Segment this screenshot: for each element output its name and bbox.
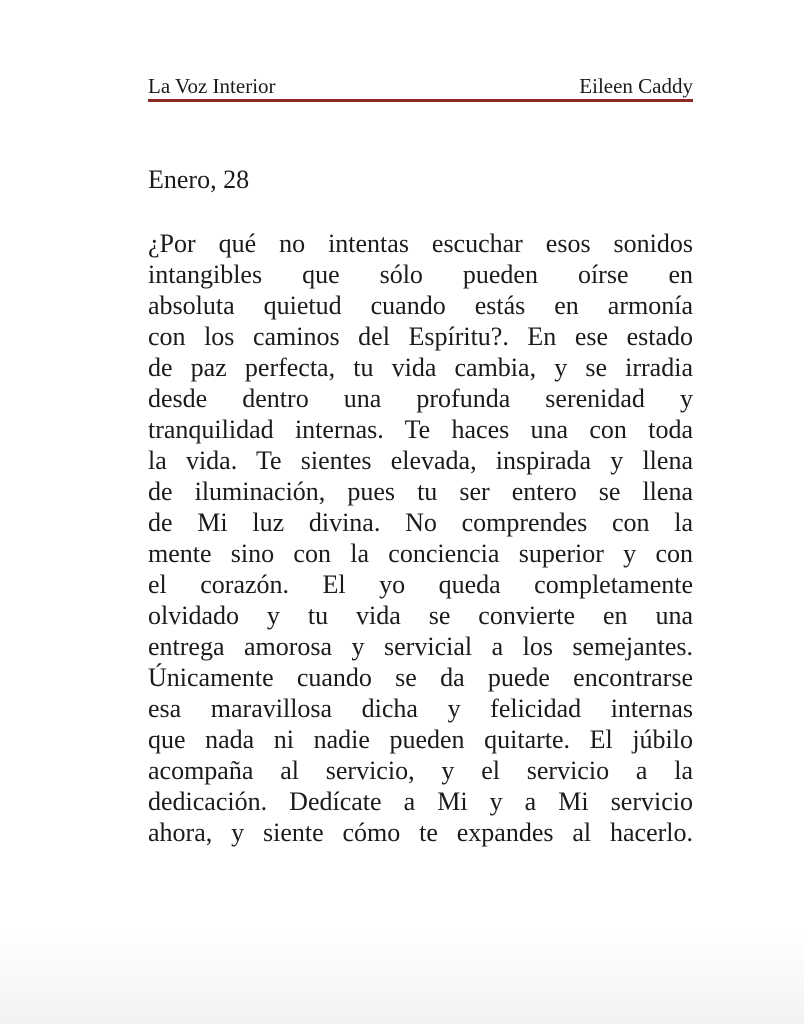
paragraph-line: con los caminos del Espíritu?. En ese estado: [148, 322, 693, 351]
paragraph-line: absoluta quietud cuando estás en armonía: [148, 291, 693, 320]
body-paragraph: [148, 228, 693, 848]
paragraph-line: ahora, y siente cómo te expandes al hacerlo.: [148, 818, 693, 847]
book-title: La Voz Interior: [148, 74, 276, 98]
paragraph-line: olvidado y tu vida se convierte en una: [148, 601, 693, 630]
paragraph-line: desde dentro una profunda serenidad y: [148, 384, 693, 413]
paragraph-line: intangibles que sólo pueden oírse en: [148, 260, 693, 289]
paragraph-line: el corazón. El yo queda completamente: [148, 570, 693, 599]
paragraph-line: que nada ni nadie pueden quitarte. El júbilo: [148, 725, 693, 754]
paragraph-line: Únicamente cuando se da puede encontrarse: [148, 663, 693, 692]
page-content: [148, 0, 693, 848]
paragraph-line: la vida. Te sientes elevada, inspirada y llena: [148, 446, 693, 475]
author-name: Eileen Caddy: [579, 74, 693, 98]
paragraph-line: mente sino con la conciencia superior y con: [148, 539, 693, 568]
paragraph-line: ¿Por qué no intentas escuchar esos sonidos: [148, 229, 693, 258]
header-rule: [148, 99, 693, 102]
paragraph-line: de Mi luz divina. No comprendes con la: [148, 508, 693, 537]
page-header: [148, 0, 693, 99]
date-heading: Enero, 28: [148, 165, 250, 194]
paragraph-line: acompaña al servicio, y el servicio a la: [148, 756, 693, 785]
paragraph-line: tranquilidad internas. Te haces una con toda: [148, 415, 693, 444]
paragraph-line: de iluminación, pues tu ser entero se llena: [148, 477, 693, 506]
paragraph-line: esa maravillosa dicha y felicidad internas: [148, 694, 693, 723]
paragraph-line: de paz perfecta, tu vida cambia, y se irradia: [148, 353, 693, 382]
paragraph-line: dedicación. Dedícate a Mi y a Mi servicio: [148, 787, 693, 816]
paragraph-line: entrega amorosa y servicial a los semejantes.: [148, 632, 693, 661]
